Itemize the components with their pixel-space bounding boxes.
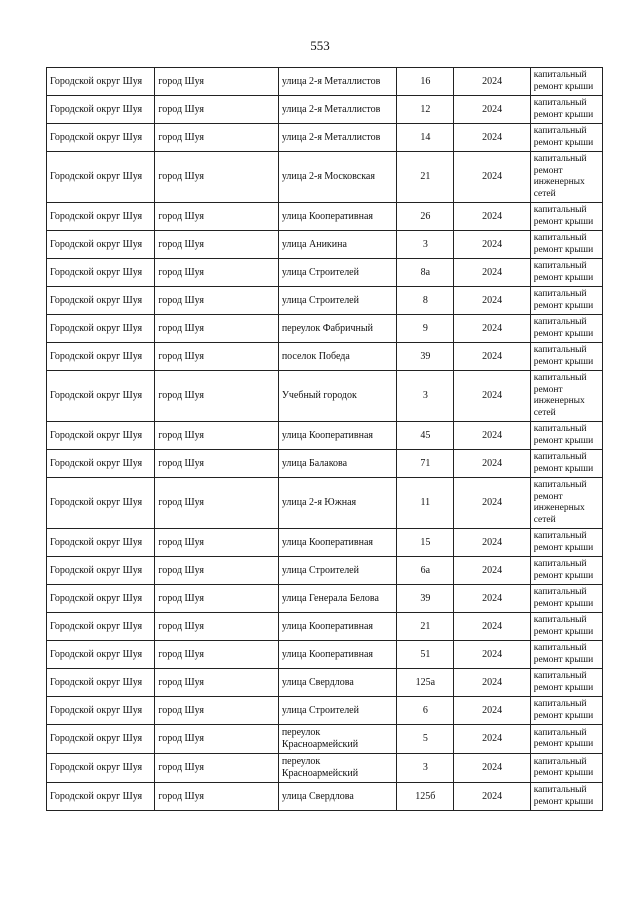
house-number-cell: 6 [397, 697, 454, 725]
settlement-cell: город Шуя [155, 783, 278, 811]
work-type-cell: капитальный ремонт крыши [530, 613, 602, 641]
year-cell: 2024 [454, 371, 530, 422]
settlement-cell: город Шуя [155, 422, 278, 450]
table-row [47, 287, 603, 315]
table-row [47, 371, 603, 422]
year-cell: 2024 [454, 343, 530, 371]
settlement-cell: город Шуя [155, 697, 278, 725]
house-number-cell: 8 [397, 287, 454, 315]
work-type-cell: капитальный ремонт крыши [530, 585, 602, 613]
street-cell: улица Строителей [278, 287, 396, 315]
street-cell: улица Строителей [278, 259, 396, 287]
settlement-cell: город Шуя [155, 478, 278, 529]
street-cell: улица 2-я Металлистов [278, 96, 396, 124]
year-cell: 2024 [454, 725, 530, 754]
work-type-cell: капитальный ремонт крыши [530, 68, 602, 96]
year-cell: 2024 [454, 585, 530, 613]
table-row [47, 697, 603, 725]
year-cell: 2024 [454, 231, 530, 259]
street-cell: улица Свердлова [278, 783, 396, 811]
table-row [47, 96, 603, 124]
street-cell: Учебный городок [278, 371, 396, 422]
street-cell: улица Генерала Белова [278, 585, 396, 613]
year-cell: 2024 [454, 422, 530, 450]
settlement-cell: город Шуя [155, 124, 278, 152]
municipality-cell: Городской округ Шуя [47, 641, 155, 669]
table-row [47, 557, 603, 585]
house-number-cell: 26 [397, 203, 454, 231]
settlement-cell: город Шуя [155, 203, 278, 231]
settlement-cell: город Шуя [155, 450, 278, 478]
municipality-cell: Городской округ Шуя [47, 725, 155, 754]
work-type-cell: капитальный ремонт крыши [530, 124, 602, 152]
municipality-cell: Городской округ Шуя [47, 287, 155, 315]
work-type-cell: капитальный ремонт крыши [530, 203, 602, 231]
house-number-cell: 9 [397, 315, 454, 343]
street-cell: улица Балакова [278, 450, 396, 478]
municipality-cell: Городской округ Шуя [47, 754, 155, 783]
year-cell: 2024 [454, 259, 530, 287]
work-type-cell: капитальный ремонт крыши [530, 641, 602, 669]
municipality-cell: Городской округ Шуя [47, 68, 155, 96]
table-row [47, 754, 603, 783]
year-cell: 2024 [454, 203, 530, 231]
work-type-cell: капитальный ремонт крыши [530, 231, 602, 259]
street-cell: улица Кооперативная [278, 422, 396, 450]
street-cell: улица Строителей [278, 557, 396, 585]
year-cell: 2024 [454, 613, 530, 641]
street-cell: улица 2-я Металлистов [278, 68, 396, 96]
work-type-cell: капитальный ремонт крыши [530, 315, 602, 343]
year-cell: 2024 [454, 96, 530, 124]
table-row [47, 613, 603, 641]
municipality-cell: Городской округ Шуя [47, 557, 155, 585]
municipality-cell: Городской округ Шуя [47, 124, 155, 152]
work-type-cell: капитальный ремонт инженерных сетей [530, 371, 602, 422]
municipality-cell: Городской округ Шуя [47, 152, 155, 203]
year-cell: 2024 [454, 287, 530, 315]
settlement-cell: город Шуя [155, 529, 278, 557]
house-number-cell: 39 [397, 585, 454, 613]
settlement-cell: город Шуя [155, 669, 278, 697]
house-number-cell: 15 [397, 529, 454, 557]
municipality-cell: Городской округ Шуя [47, 697, 155, 725]
table-row [47, 783, 603, 811]
house-number-cell: 16 [397, 68, 454, 96]
municipality-cell: Городской округ Шуя [47, 96, 155, 124]
street-cell: улица Строителей [278, 697, 396, 725]
table-row [47, 343, 603, 371]
table-row [47, 231, 603, 259]
settlement-cell: город Шуя [155, 754, 278, 783]
year-cell: 2024 [454, 68, 530, 96]
work-type-cell: капитальный ремонт крыши [530, 754, 602, 783]
page-number: 553 [310, 38, 330, 53]
work-type-cell: капитальный ремонт крыши [530, 287, 602, 315]
street-cell: улица Кооперативная [278, 529, 396, 557]
year-cell: 2024 [454, 641, 530, 669]
house-number-cell: 5 [397, 725, 454, 754]
work-type-cell: капитальный ремонт инженерных сетей [530, 152, 602, 203]
work-type-cell: капитальный ремонт крыши [530, 422, 602, 450]
street-cell: улица Кооперативная [278, 613, 396, 641]
year-cell: 2024 [454, 124, 530, 152]
municipality-cell: Городской округ Шуя [47, 203, 155, 231]
settlement-cell: город Шуя [155, 343, 278, 371]
house-number-cell: 71 [397, 450, 454, 478]
municipality-cell: Городской округ Шуя [47, 669, 155, 697]
table-row [47, 422, 603, 450]
work-type-cell: капитальный ремонт крыши [530, 96, 602, 124]
municipality-cell: Городской округ Шуя [47, 450, 155, 478]
street-cell: поселок Победа [278, 343, 396, 371]
table-row [47, 641, 603, 669]
house-number-cell: 21 [397, 152, 454, 203]
year-cell: 2024 [454, 783, 530, 811]
house-number-cell: 3 [397, 231, 454, 259]
street-cell: улица Кооперативная [278, 203, 396, 231]
street-cell: улица Аникина [278, 231, 396, 259]
work-type-cell: капитальный ремонт крыши [530, 697, 602, 725]
street-cell: переулок Красноармейский [278, 754, 396, 783]
table-row [47, 203, 603, 231]
work-type-cell: капитальный ремонт крыши [530, 529, 602, 557]
settlement-cell: город Шуя [155, 557, 278, 585]
work-type-cell: капитальный ремонт крыши [530, 783, 602, 811]
house-number-cell: 125б [397, 783, 454, 811]
settlement-cell: город Шуя [155, 315, 278, 343]
municipality-cell: Городской округ Шуя [47, 371, 155, 422]
work-type-cell: капитальный ремонт крыши [530, 557, 602, 585]
municipality-cell: Городской округ Шуя [47, 422, 155, 450]
table-row [47, 669, 603, 697]
table-row [47, 585, 603, 613]
settlement-cell: город Шуя [155, 68, 278, 96]
work-type-cell: капитальный ремонт крыши [530, 725, 602, 754]
table-row [47, 529, 603, 557]
municipality-cell: Городской округ Шуя [47, 343, 155, 371]
year-cell: 2024 [454, 557, 530, 585]
house-number-cell: 21 [397, 613, 454, 641]
year-cell: 2024 [454, 152, 530, 203]
settlement-cell: город Шуя [155, 287, 278, 315]
house-number-cell: 6а [397, 557, 454, 585]
house-number-cell: 45 [397, 422, 454, 450]
street-cell: переулок Фабричный [278, 315, 396, 343]
house-number-cell: 51 [397, 641, 454, 669]
year-cell: 2024 [454, 669, 530, 697]
settlement-cell: город Шуя [155, 96, 278, 124]
municipality-cell: Городской округ Шуя [47, 529, 155, 557]
house-number-cell: 11 [397, 478, 454, 529]
house-number-cell: 3 [397, 754, 454, 783]
table-row [47, 259, 603, 287]
street-cell: улица 2-я Московская [278, 152, 396, 203]
municipality-cell: Городской округ Шуя [47, 478, 155, 529]
house-number-cell: 125а [397, 669, 454, 697]
settlement-cell: город Шуя [155, 152, 278, 203]
year-cell: 2024 [454, 450, 530, 478]
table-row [47, 315, 603, 343]
table-row [47, 478, 603, 529]
municipality-cell: Городской округ Шуя [47, 315, 155, 343]
municipality-cell: Городской округ Шуя [47, 613, 155, 641]
year-cell: 2024 [454, 697, 530, 725]
settlement-cell: город Шуя [155, 613, 278, 641]
house-number-cell: 12 [397, 96, 454, 124]
work-type-cell: капитальный ремонт крыши [530, 669, 602, 697]
table-row [47, 725, 603, 754]
municipality-cell: Городской округ Шуя [47, 585, 155, 613]
year-cell: 2024 [454, 478, 530, 529]
settlement-cell: город Шуя [155, 231, 278, 259]
street-cell: улица Свердлова [278, 669, 396, 697]
work-type-cell: капитальный ремонт крыши [530, 259, 602, 287]
municipality-cell: Городской округ Шуя [47, 231, 155, 259]
settlement-cell: город Шуя [155, 641, 278, 669]
settlement-cell: город Шуя [155, 585, 278, 613]
street-cell: улица Кооперативная [278, 641, 396, 669]
work-type-cell: капитальный ремонт крыши [530, 343, 602, 371]
municipality-cell: Городской округ Шуя [47, 259, 155, 287]
settlement-cell: город Шуя [155, 371, 278, 422]
street-cell: переулок Красноармейский [278, 725, 396, 754]
street-cell: улица 2-я Южная [278, 478, 396, 529]
table-row [47, 68, 603, 96]
settlement-cell: город Шуя [155, 725, 278, 754]
settlement-cell: город Шуя [155, 259, 278, 287]
house-number-cell: 8а [397, 259, 454, 287]
table-body [47, 68, 603, 811]
table-row [47, 152, 603, 203]
table-row [47, 450, 603, 478]
work-type-cell: капитальный ремонт инженерных сетей [530, 478, 602, 529]
house-number-cell: 14 [397, 124, 454, 152]
repair-schedule-table [46, 67, 603, 811]
year-cell: 2024 [454, 315, 530, 343]
street-cell: улица 2-я Металлистов [278, 124, 396, 152]
table-row [47, 124, 603, 152]
house-number-cell: 3 [397, 371, 454, 422]
municipality-cell: Городской округ Шуя [47, 783, 155, 811]
work-type-cell: капитальный ремонт крыши [530, 450, 602, 478]
year-cell: 2024 [454, 754, 530, 783]
year-cell: 2024 [454, 529, 530, 557]
house-number-cell: 39 [397, 343, 454, 371]
